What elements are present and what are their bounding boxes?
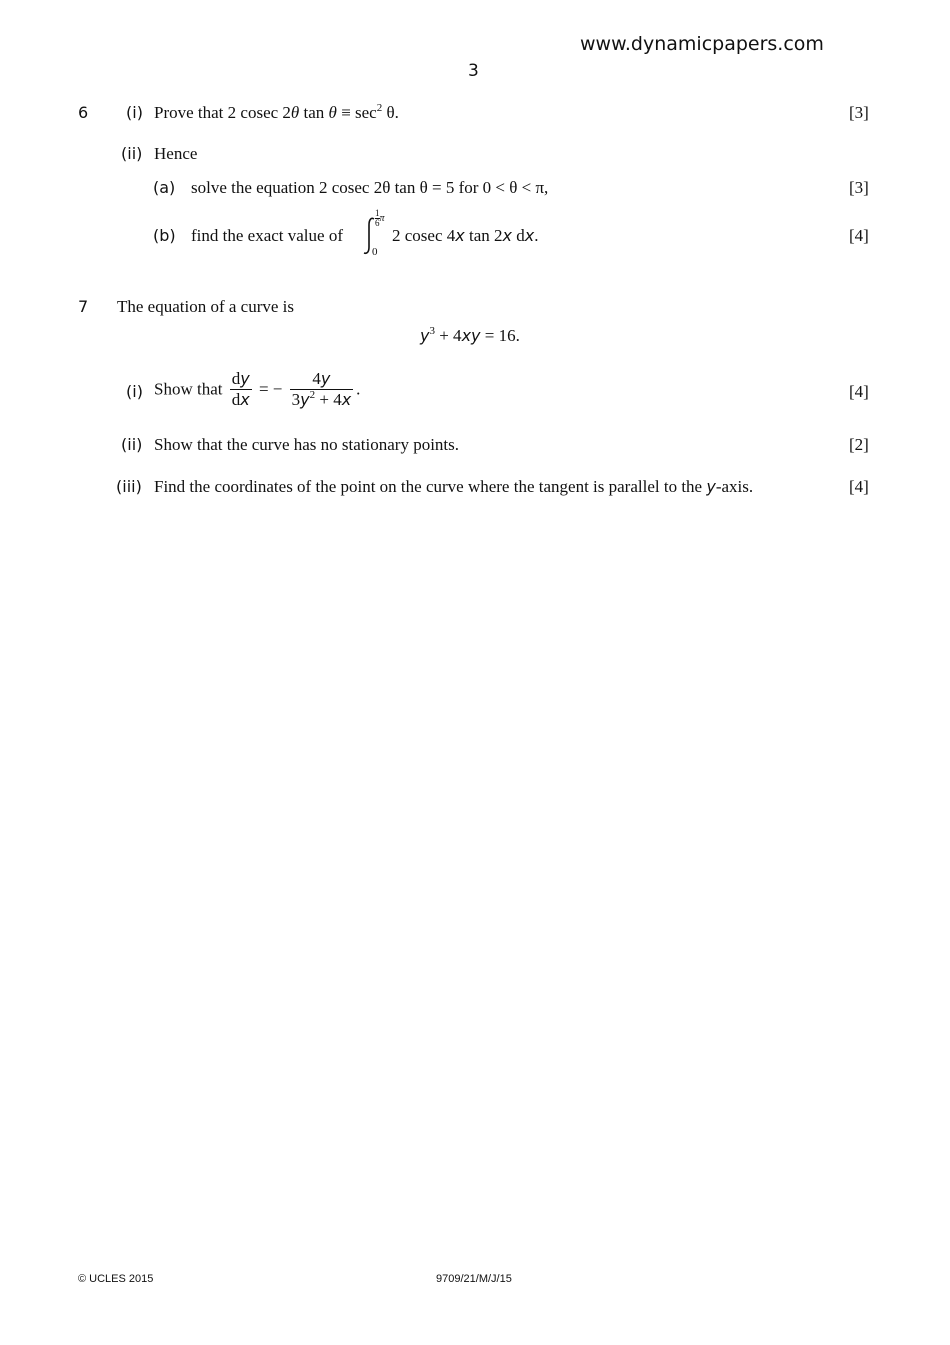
part-ii-text: Show that the curve has no stationary points. xyxy=(154,435,460,454)
text: + 4 xyxy=(434,326,462,345)
subpart-label: (a) xyxy=(153,178,176,197)
marks: [4] xyxy=(849,477,869,496)
part-label: (i) xyxy=(126,382,143,401)
text: = − xyxy=(254,379,287,399)
text: + 4 xyxy=(315,390,342,409)
question-number: 6 xyxy=(78,103,89,122)
marks: [4] xyxy=(849,382,869,401)
part-iii-text xyxy=(154,477,753,497)
part-i-text xyxy=(154,103,399,123)
footer-copyright: © UCLES 2015 xyxy=(78,1273,154,1285)
text: 3 xyxy=(291,390,301,409)
text: -axis. xyxy=(715,477,754,496)
text: 2 cosec 4 xyxy=(392,226,456,245)
integrand xyxy=(392,226,538,246)
upper-limit-num: 1 xyxy=(375,208,380,218)
superscript: 3 xyxy=(429,325,435,337)
marks: [3] xyxy=(849,103,869,122)
page-number: 3 xyxy=(468,61,479,81)
text: = 16. xyxy=(480,326,520,345)
text: Show that xyxy=(154,379,223,399)
rhs-fraction xyxy=(290,370,354,409)
variable-x: x xyxy=(455,226,465,245)
part-ii-text: Hence xyxy=(154,144,198,163)
footer-paper-code: 9709/21/M/J/15 xyxy=(436,1273,512,1285)
website-url: www.dynamicpapers.com xyxy=(580,33,824,55)
text: θ. xyxy=(382,103,399,122)
part-label: (iii) xyxy=(116,477,142,496)
marks: [2] xyxy=(849,435,869,454)
text: tan xyxy=(299,103,329,122)
theta: θ xyxy=(290,103,300,122)
variable-y: y xyxy=(706,477,716,496)
text: tan 2 xyxy=(464,226,503,245)
curve-equation xyxy=(420,326,520,346)
variable-y: y xyxy=(320,369,331,388)
part-label: (i) xyxy=(126,103,143,122)
part-label: (ii) xyxy=(121,435,143,454)
variable-x: x xyxy=(502,226,512,245)
subpart-label: (b) xyxy=(153,226,176,245)
text: d xyxy=(511,226,525,245)
subpart-b-text: find the exact value of xyxy=(191,226,343,245)
variable-x: x xyxy=(524,226,535,245)
question-number: 7 xyxy=(78,297,89,316)
text: 4 xyxy=(312,369,321,388)
variable-x: x xyxy=(341,390,352,409)
superscript: 2 xyxy=(376,102,383,114)
pi: π xyxy=(379,213,385,224)
marks: [3] xyxy=(849,178,869,197)
subpart-a-text: solve the equation 2 cosec 2θ tan θ = 5 for 0 < θ < π, xyxy=(191,178,549,197)
variable-x: x xyxy=(240,390,250,409)
variable-y: y xyxy=(420,326,430,345)
theta: θ xyxy=(328,103,337,122)
upper-limit-den: 6 xyxy=(375,218,380,228)
upper-limit xyxy=(375,209,385,228)
text: . xyxy=(356,379,361,399)
question-intro: The equation of a curve is xyxy=(117,297,295,316)
text: ≡ sec xyxy=(336,103,377,122)
lower-limit: 0 xyxy=(372,246,378,258)
part-i-text xyxy=(154,370,360,409)
part-label: (ii) xyxy=(121,144,143,163)
text: d xyxy=(231,390,241,409)
text: d xyxy=(231,369,241,388)
derivative-fraction xyxy=(230,370,252,409)
variable-xy: xy xyxy=(461,326,481,345)
variable-y: y xyxy=(300,390,310,409)
marks: [4] xyxy=(849,226,869,245)
text: Find the coordinates of the point on the curve where the tangent is parallel to the xyxy=(154,477,703,496)
text: . xyxy=(534,226,539,245)
superscript: 2 xyxy=(309,389,316,401)
text: Prove that 2 cosec 2 xyxy=(154,103,291,122)
variable-y: y xyxy=(240,369,250,388)
